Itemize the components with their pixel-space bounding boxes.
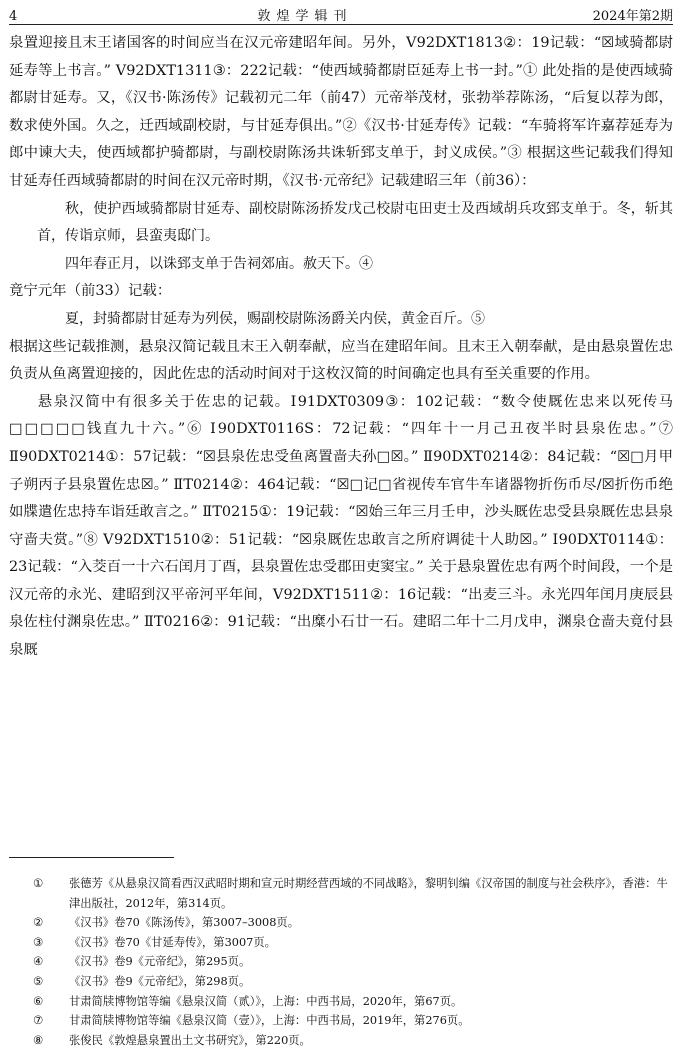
footnote-mark: ⑥: [33, 994, 44, 1008]
footnote-text: 甘肃简牍博物馆等编《悬泉汉简（壹）》，上海：中西书局，2019年，第276页。: [69, 1014, 470, 1028]
block-quote: 夏，封骑都尉甘延寿为列侯，赐副校尉陈汤爵关内侯，黄金百斤。⑤: [65, 310, 485, 327]
footnote-mark: ⑦: [33, 1014, 44, 1028]
running-header: [9, 0, 673, 25]
footnote-mark: ④: [33, 955, 44, 969]
footnote: [9, 992, 671, 1012]
footnote-rule: [9, 857, 174, 858]
footnote-mark: ⑧: [33, 1033, 44, 1047]
footnote-mark: ③: [33, 935, 44, 949]
issue-label: 2024年第2期: [592, 9, 673, 24]
paragraph: 悬泉汉简中有很多关于佐忠的记载。Ⅰ91DXT0309③：102记载：“数令使厩佐忠来以死传马□□□□□钱直九十六。”⑥ Ⅰ90DXT0116S：72记载：“四年十一月己丑夜半时县泉佐忠。”⑦ Ⅱ90DXT0214①：57记载：“☒县泉佐忠受鱼离置啬夫孙□☒。” Ⅱ90DXT0214②：84记载：“☒□月甲子朔丙子县泉置佐忠☒。” ⅡT0214②：464记载：“☒□记□省视传车官牛车诸器物折伤币尽/☒折伤币绝如牒遣佐忠持车诣廷敢言之。” ⅡT0215①：19记载：“☒始三年三月壬申，沙头厩佐忠受县泉厩佐忠县泉守啬夫赏。”⑧ Ⅴ92DXT1510②：51记载：“☒泉厩佐忠敢言之所府调徒十人助☒。” Ⅰ90DXT0114①：23记载：“入茭百一十六石闰月丁酉，县泉置佐忠受郡田吏窦宝。” 关于悬泉置佐忠有两个时间段，一个是汉元帝的永光、建昭到汉平帝河平年间，Ⅴ92DXT1511②：16记载：“出麦三斗。永光四年闰月庚辰县泉佐柱付渊泉佐忠。” ⅡT0216②：91记载：“出糜小石廿一石。建昭二年十二月戊申，渊泉仓啬夫竟付县泉厩: [9, 393, 673, 659]
footnote: [9, 913, 671, 933]
page-number: 4: [9, 9, 18, 24]
journal-title: 敦煌学辑刊: [257, 9, 353, 24]
footnote: [9, 972, 671, 992]
footnote-text: 《汉书》卷70《甘延寿传》，第3007页。: [69, 935, 276, 949]
footnotes: [9, 874, 671, 1050]
footnote-mark: ⑤: [33, 974, 44, 988]
footnote: [9, 874, 671, 913]
footnote-text: 甘肃简牍博物馆等编《悬泉汉简（贰）》，上海：中西书局，2020年，第67页。: [69, 994, 463, 1008]
block-quote: 秋，使护西域骑都尉甘延寿、副校尉陈汤挢发戊己校尉屯田吏士及西域胡兵攻郅支单于。冬，斩其首，传诣京师，县蛮夷邸门。: [37, 200, 673, 245]
footnote: [9, 1031, 671, 1051]
footnote-mark: ①: [33, 877, 44, 890]
footnote-text: 《汉书》卷9《元帝纪》，第298页。: [69, 974, 251, 988]
footnote-text: 张德芳《从悬泉汉简看西汉武昭时期和宣元时期经营西域的不同战略》，黎明钊编《汉帝国的制度与社会秩序》，香港：牛津出版社，2012年，第314页。: [69, 877, 668, 910]
paragraph: 竟宁元年（前33）记载：: [9, 283, 172, 300]
footnote: [9, 1011, 671, 1031]
footnote-text: 《汉书》卷70《陈汤传》，第3007–3008页。: [69, 916, 300, 930]
footnote-text: 张俊民《敦煌悬泉置出土文书研究》，第220页。: [69, 1033, 311, 1047]
footnote: [9, 933, 671, 953]
paragraph: 根据这些记载推测，悬泉汉简记载且末王入朝奉献，应当在建昭年间。且末王入朝奉献，是由悬泉置佐忠负责从鱼离置迎接的，因此佐忠的活动时间对于这枚汉简的时间确定也具有至关重要的作用。: [9, 338, 673, 383]
footnote-mark: ②: [33, 916, 44, 930]
footnote: [9, 952, 671, 972]
block-quote: 四年春正月，以诛郅支单于告祠郊庙。赦天下。④: [65, 255, 373, 272]
footnote-text: 《汉书》卷9《元帝纪》，第295页。: [69, 955, 251, 969]
paragraph: 泉置迎接且末王诸国客的时间应当在汉元帝建昭年间。另外，Ⅴ92DXT1813②：19记载：“☒域骑都尉延寿等上书言。” Ⅴ92DXT1311③：222记载：“使西域骑都尉臣延寿上书一封。”① 此处指的是使西域骑都尉甘延寿。又，《汉书·陈汤传》记载初元二年（前47）元帝举茂材，张勃举荐陈汤，“后复以荐为郎，数求使外国。久之，迁西域副校尉，与甘延寿俱出。”②《汉书·甘延寿传》记载：“车骑将军许嘉荐延寿为郎中谏大夫，使西域都护骑都尉，与副校尉陈汤共诛斩郅支单于，封义成侯。”③ 根据这些记载我们得知甘延寿任西域骑都尉的时间在汉元帝时期，《汉书·元帝纪》记载建昭三年（前36）：: [9, 35, 673, 189]
body-text: [9, 30, 673, 665]
